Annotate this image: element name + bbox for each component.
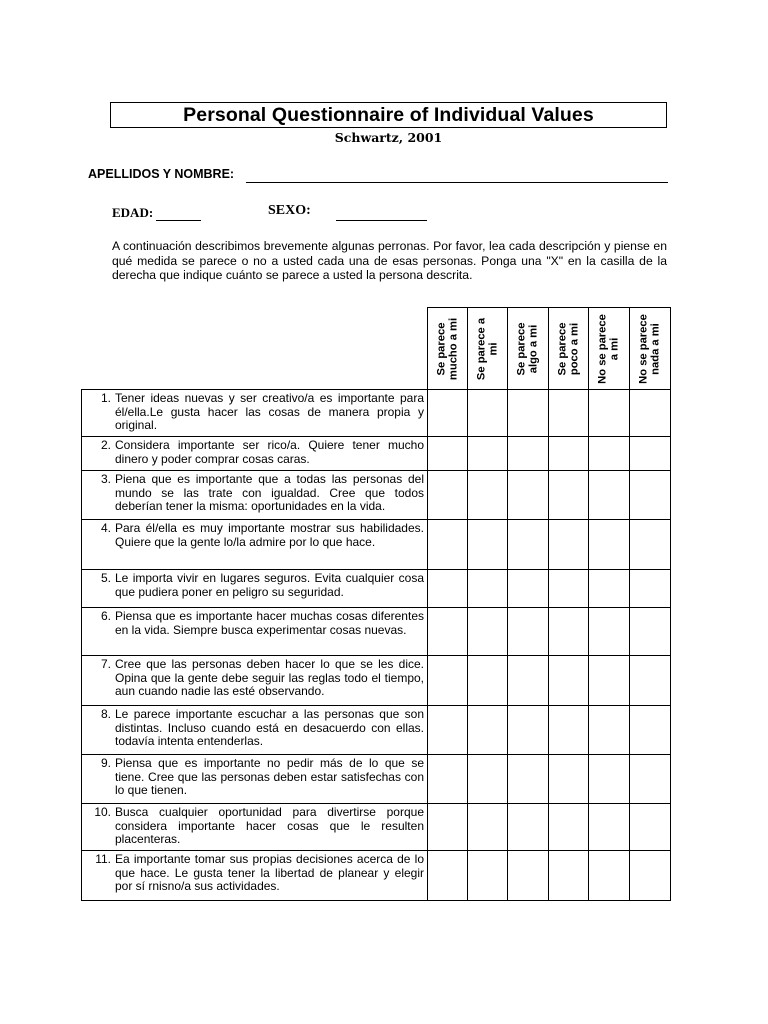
item-cell (82, 520, 428, 570)
response-checkbox[interactable] (468, 706, 508, 755)
response-checkbox[interactable] (508, 755, 549, 804)
response-checkbox[interactable] (508, 656, 549, 706)
table-row (82, 570, 671, 608)
response-checkbox[interactable] (589, 437, 630, 471)
response-checkbox[interactable] (589, 755, 630, 804)
response-checkbox[interactable] (589, 471, 630, 520)
column-header (549, 308, 589, 390)
response-checkbox[interactable] (508, 706, 549, 755)
title-text: Personal Questionnaire of Individual Values (183, 103, 594, 126)
column-header-label: No se parece a mi (596, 313, 620, 384)
response-checkbox[interactable] (630, 520, 671, 570)
item-text: Ea importante tomar sus propias decisiones acerca de lo que hace. Le gusta tener la libertad de planear y elegir por sí rnisno/a sus actividades. (115, 852, 424, 894)
response-checkbox[interactable] (549, 570, 589, 608)
item-cell (82, 851, 428, 901)
response-checkbox[interactable] (428, 755, 468, 804)
item-text: Considera importante ser rico/a. Quiere tener mucho dinero y poder comprar cosas caras. (115, 438, 424, 466)
item-number: 5. (100, 571, 111, 585)
table-row (82, 608, 671, 656)
item-cell (82, 804, 428, 851)
response-checkbox[interactable] (549, 755, 589, 804)
name-label: APELLIDOS Y NOMBRE: (88, 167, 235, 181)
response-checkbox[interactable] (549, 520, 589, 570)
item-number: 11. (95, 852, 111, 866)
table-row (82, 437, 671, 471)
response-checkbox[interactable] (508, 570, 549, 608)
response-checkbox[interactable] (630, 804, 671, 851)
response-table (81, 307, 671, 901)
item-text: Le parece importante escuchar a las personas que son distintas. Incluso cuando está en desacuerdo con ellas. todavía intenta entenderlas. (115, 707, 424, 749)
response-checkbox[interactable] (468, 570, 508, 608)
response-checkbox[interactable] (468, 804, 508, 851)
column-header-label: Se parece mucho a mi (435, 317, 459, 380)
table-row (82, 804, 671, 851)
item-text: Busca cualquier oportunidad para divertirse porque considera importante hacer cosas que le resulten placenteras. (115, 805, 424, 847)
response-checkbox[interactable] (589, 804, 630, 851)
column-header-label: Se parece algo a mi (515, 322, 539, 375)
response-checkbox[interactable] (508, 437, 549, 471)
age-label: EDAD: (112, 205, 154, 220)
response-checkbox[interactable] (549, 656, 589, 706)
response-checkbox[interactable] (630, 656, 671, 706)
response-checkbox[interactable] (468, 471, 508, 520)
table-row (82, 520, 671, 570)
item-number: 2. (100, 438, 111, 452)
response-checkbox[interactable] (428, 804, 468, 851)
response-checkbox[interactable] (549, 608, 589, 656)
response-checkbox[interactable] (630, 570, 671, 608)
item-cell (82, 706, 428, 755)
response-checkbox[interactable] (589, 520, 630, 570)
response-checkbox[interactable] (549, 706, 589, 755)
item-cell (82, 755, 428, 804)
response-checkbox[interactable] (468, 390, 508, 437)
instructions: A continuación describimos brevemente algunas perronas. Por favor, lea cada descripción y piense en qué medida se parece o no a usted cada una de esas personas. Ponga una "X" en la casilla de la derecha que indique cuánto se parece a usted la persona descrita. (112, 239, 667, 282)
response-checkbox[interactable] (468, 755, 508, 804)
response-checkbox[interactable] (589, 656, 630, 706)
table-row (82, 390, 671, 437)
table-row (82, 656, 671, 706)
response-checkbox[interactable] (508, 520, 549, 570)
response-checkbox[interactable] (549, 804, 589, 851)
response-checkbox[interactable] (589, 706, 630, 755)
response-checkbox[interactable] (589, 390, 630, 437)
response-checkbox[interactable] (428, 608, 468, 656)
table-row (82, 755, 671, 804)
response-checkbox[interactable] (589, 570, 630, 608)
item-number: 7. (100, 657, 111, 671)
response-checkbox[interactable] (428, 570, 468, 608)
response-checkbox[interactable] (508, 390, 549, 437)
column-header-label: Se parece poco a mi (556, 322, 580, 375)
response-checkbox[interactable] (630, 608, 671, 656)
questionnaire-title (110, 102, 667, 128)
response-checkbox[interactable] (549, 471, 589, 520)
response-checkbox[interactable] (468, 608, 508, 656)
response-checkbox[interactable] (428, 390, 468, 437)
item-cell (82, 437, 428, 471)
response-checkbox[interactable] (468, 437, 508, 471)
item-text: Piena que es importante que a todas las personas del mundo se las trate con igualdad. Cree que todos deberían tener la misma: oportunidades en la vida. (115, 472, 424, 514)
response-checkbox[interactable] (468, 520, 508, 570)
response-checkbox[interactable] (508, 851, 549, 901)
response-checkbox[interactable] (428, 851, 468, 901)
name-field[interactable] (246, 182, 668, 183)
item-cell (82, 471, 428, 520)
response-checkbox[interactable] (630, 390, 671, 437)
response-checkbox[interactable] (428, 656, 468, 706)
response-checkbox[interactable] (549, 437, 589, 471)
response-checkbox[interactable] (630, 471, 671, 520)
header-blank (82, 308, 428, 390)
response-checkbox[interactable] (428, 471, 468, 520)
response-checkbox[interactable] (630, 851, 671, 901)
sex-label: SEXO: (268, 203, 311, 218)
author-year: Schwartz, 2001 (334, 130, 443, 145)
response-checkbox[interactable] (428, 706, 468, 755)
response-checkbox[interactable] (549, 390, 589, 437)
response-checkbox[interactable] (630, 706, 671, 755)
item-number: 4. (100, 521, 111, 535)
response-checkbox[interactable] (428, 520, 468, 570)
sex-field[interactable] (336, 220, 427, 221)
response-checkbox[interactable] (508, 471, 549, 520)
response-checkbox[interactable] (468, 851, 508, 901)
column-header (589, 308, 630, 390)
response-checkbox[interactable] (630, 437, 671, 471)
item-number: 1. (100, 391, 111, 405)
response-checkbox[interactable] (508, 608, 549, 656)
item-text: Piensa que es importante no pedir más de lo que se tiene. Cree que las personas deben estar satisfechas con lo que tienen. (115, 756, 424, 798)
response-checkbox[interactable] (589, 851, 630, 901)
item-number: 8. (100, 707, 111, 721)
table-row (82, 471, 671, 520)
item-number: 10. (94, 805, 111, 819)
column-header-label: No se parece nada a mi (637, 313, 661, 384)
response-checkbox[interactable] (468, 656, 508, 706)
item-text: Para él/ella es muy importante mostrar sus habilidades. Quiere que la gente lo/la admire por lo que hace. (115, 521, 424, 549)
item-text: Piensa que es importante hacer muchas cosas diferentes en la vida. Siempre busca experimentar cosas nuevas. (115, 609, 424, 637)
table-row (82, 851, 671, 901)
column-header (508, 308, 549, 390)
item-text: Tener ideas nuevas y ser creativo/a es importante para él/ella.Le gusta hacer las cosas de manera propia y original. (115, 391, 424, 433)
item-number: 3. (100, 472, 111, 486)
item-text: Le importa vivir en lugares seguros. Evita cualquier cosa que pudiera poner en peligro su seguridad. (115, 571, 424, 599)
column-header (428, 308, 468, 390)
response-checkbox[interactable] (630, 755, 671, 804)
item-cell (82, 608, 428, 656)
column-header (630, 308, 671, 390)
item-text: Cree que las personas deben hacer lo que se les dice. Opina que la gente debe seguir las reglas todo el tiempo, aun cuando nadie las esté observando. (115, 657, 424, 699)
column-header-label: Se parece a mi (475, 317, 499, 380)
item-number: 6. (100, 609, 111, 623)
item-number: 9. (100, 756, 111, 770)
response-checkbox[interactable] (428, 437, 468, 471)
response-checkbox[interactable] (508, 804, 549, 851)
header-row (82, 308, 671, 390)
column-header (468, 308, 508, 390)
item-cell (82, 656, 428, 706)
age-field[interactable] (156, 220, 201, 221)
response-checkbox[interactable] (589, 608, 630, 656)
item-cell (82, 390, 428, 437)
response-checkbox[interactable] (549, 851, 589, 901)
item-cell (82, 570, 428, 608)
table-row (82, 706, 671, 755)
